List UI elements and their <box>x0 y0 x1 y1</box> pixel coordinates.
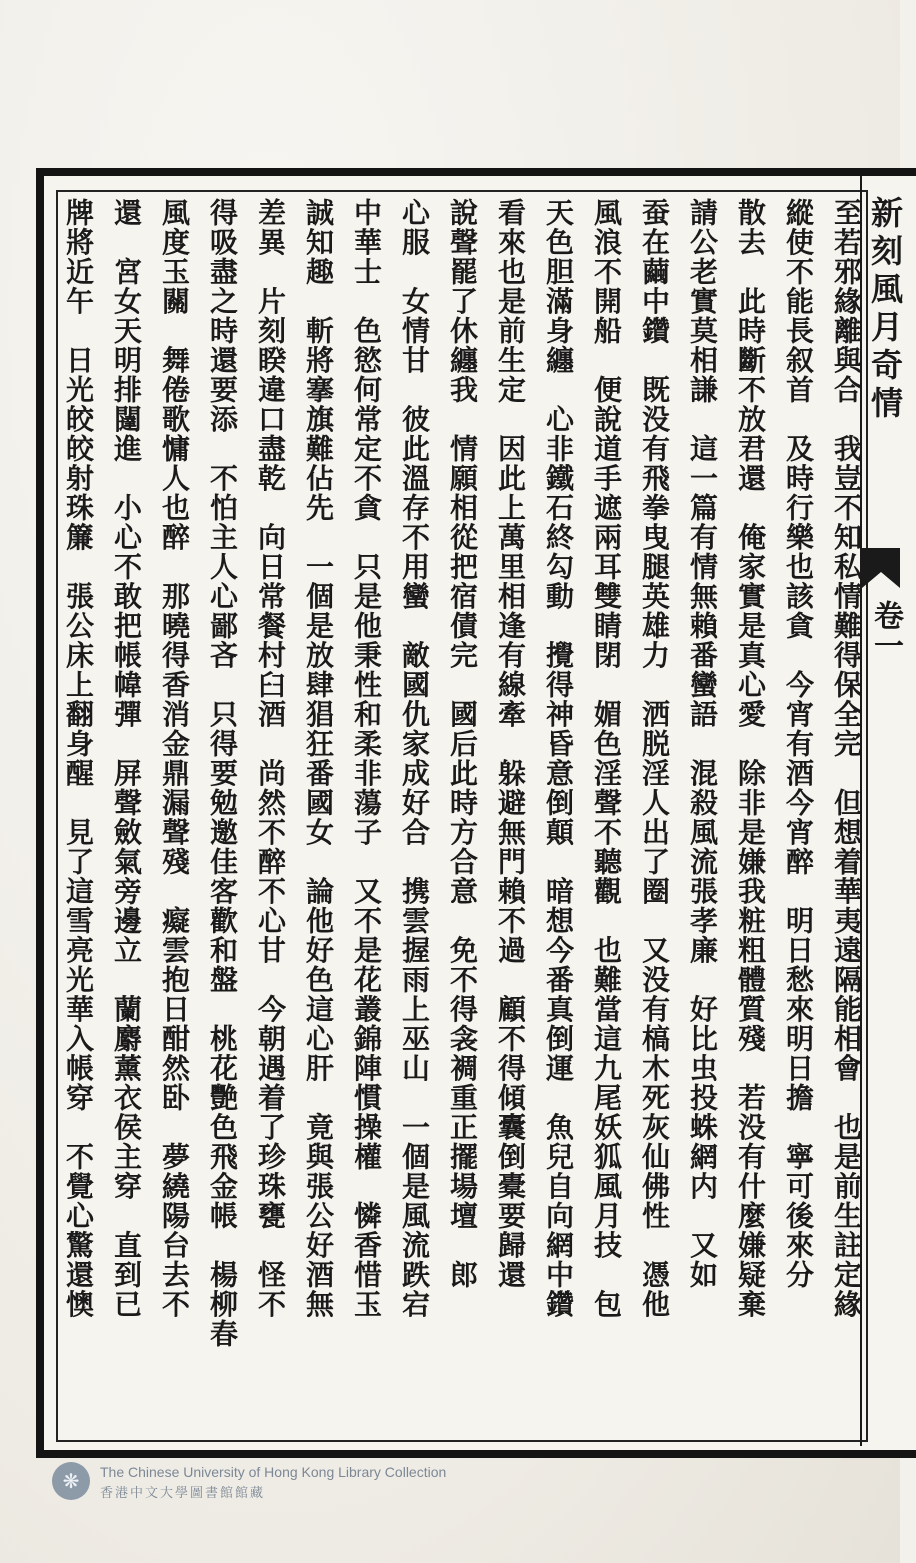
text-column: 請公老實莫相謙 這一篇有情無賴番蠻語 混殺風流張孝廉 好比虫投蛛網内 又如 <box>686 198 719 1290</box>
text-column: 心服 女情甘 彼此溫存不用蠻 敵國仇家成好合 携雲握雨上巫山 一個是風流跌宕 <box>398 198 431 1319</box>
volume-label-margin: 卷一 <box>868 600 903 660</box>
text-column: 天色胆滿身纏 心非鐵石終勾動 攪得神昏意倒顛 暗想今番真倒運 魚兒自向網中鑽 <box>542 198 575 1319</box>
watermark-english: The Chinese University of Hong Kong Library Collection <box>100 1464 447 1480</box>
text-column: 縱使不能長叙首 及時行樂也該貪 今宵有酒今宵醉 明日愁來明日擔 寧可後來分 <box>782 198 815 1290</box>
library-watermark <box>52 1462 522 1502</box>
text-column: 看來也是前生定 因此上萬里相逢有線牽 躲避無門賴不過 顧不得傾囊倒橐要歸還 <box>494 198 527 1290</box>
text-column: 說聲罷了休纏我 情願相從把宿債完 國后此時方合意 免不得衾裯重正擺場壇 郎 <box>446 198 479 1290</box>
text-column: 散去 此時斷不放君還 俺家實是真心愛 除非是嫌我粧粗體質殘 若没有什麼嫌疑棄 <box>734 198 767 1319</box>
text-column: 中華士 色慾何常定不貪 只是他秉性和柔非蕩子 又不是花叢錦陣慣操權 憐香惜玉 <box>350 198 383 1319</box>
text-column: 風度玉關 舞倦歌慵人也醉 那曉得香消金鼎漏聲殘 癡雲抱日酣然卧 夢繞陽台去不 <box>158 198 191 1319</box>
text-column: 蚕在繭中鑽 既没有飛拳曳腿英雄力 洒脱淫人出了圈 又没有槁木死灰仙佛性 憑他 <box>638 198 671 1319</box>
library-logo-icon: ❋ <box>52 1462 90 1500</box>
text-column: 誠知趣 斬將搴旗難佔先 一個是放肆猖狂番國女 論他好色這心肝 竟與張公好酒無 <box>302 198 335 1319</box>
watermark-chinese: 香港中文大學圖書館館藏 <box>100 1486 266 1501</box>
text-body <box>58 198 866 1438</box>
text-column: 還 宮女天明排闥進 小心不敢把帳幃彈 屏聲斂氣旁邊立 蘭麝薰衣侯主穿 直到已 <box>110 198 143 1319</box>
text-column: 牌將近午 日光皎皎射珠簾 張公床上翻身醒 見了這雪亮光華入帳穿 不覺心驚還懊 <box>62 198 95 1319</box>
text-column: 至若邪緣離與合 我豈不知私情難得保全完 但想着華夷遠隔能相會 也是前生註定緣 <box>830 198 863 1319</box>
book-title-margin: 新刻風月奇情 <box>866 196 904 424</box>
text-column: 差異 片刻睽違口盡乾 向日常餐村臼酒 尚然不醉不心甘 今朝遇着了珍珠甕 怪不 <box>254 198 287 1319</box>
text-column: 得吸盡之時還要添 不怕主人心鄙吝 只得要勉邀佳客歡和盤 桃花艷色飛金帳 楊柳春 <box>206 198 239 1349</box>
text-column: 風浪不開船 便說道手遮兩耳雙睛閉 媚色淫聲不聽觀 也難當這九尾妖狐風月技 包 <box>590 198 623 1319</box>
